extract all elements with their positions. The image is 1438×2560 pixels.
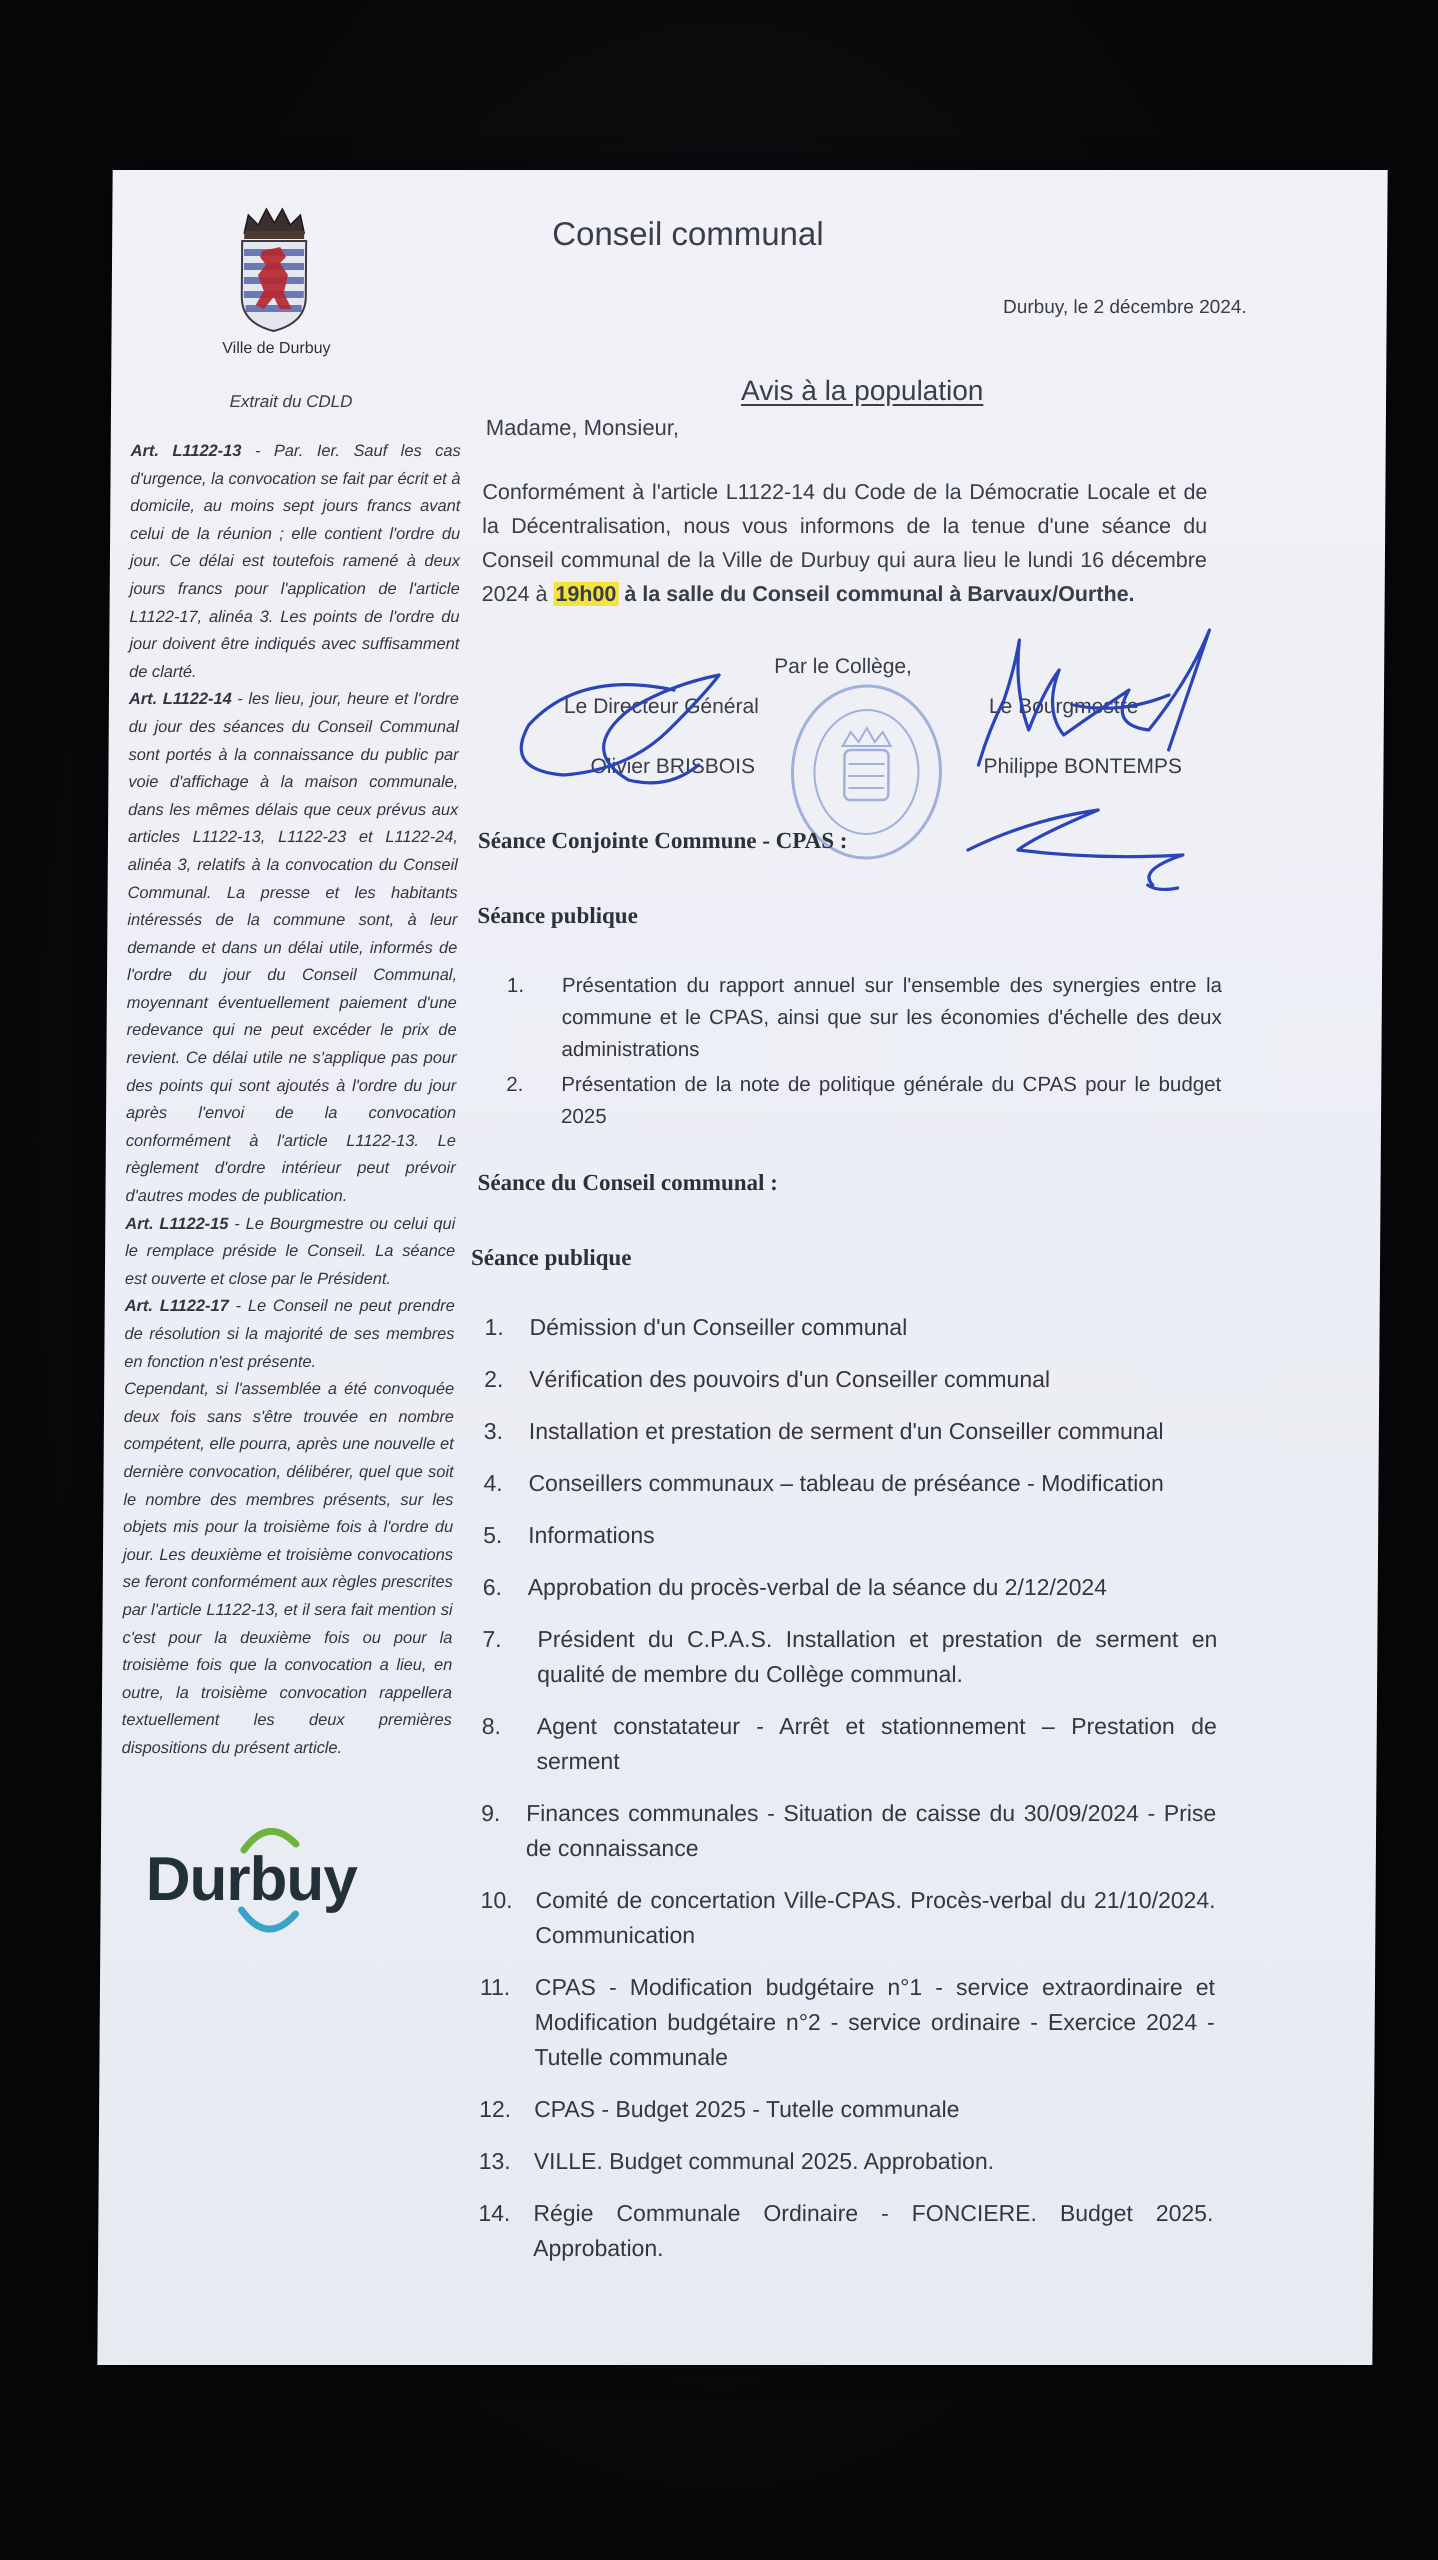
item-number: 6. xyxy=(482,1574,503,1600)
article-ref: Art. L1122-13 xyxy=(130,442,242,460)
list-item xyxy=(478,2196,1213,2266)
list-item xyxy=(506,1069,1221,1133)
notice-document xyxy=(97,170,1387,2365)
mayor-name: Philippe BONTEMPS xyxy=(983,755,1182,778)
article-ref: Art. L1122-15 xyxy=(125,1214,229,1233)
list-item xyxy=(482,1622,1217,1692)
salutation: Madame, Monsieur, xyxy=(485,415,680,440)
article-text: - les lieu, jour, heure et l'ordre du jour des séances du Conseil Communal sont portés à la connaissance du public par voie d'affichage à la maison communale, dans les mêmes délais que ceux prévus aux articles L1122-13, L1122-23 et L1122-24, alinéa 3, relatifs à la convocation du Conseil Communal. La presse et les habitants intéressés de la commune sont, à leur demande et dans un délai utile, informés de l'ordre du jour du Conseil Communal, moyennant éventuellement paiement d'une redevance qui ne peut excéder le prix de revient. Ce délai utile ne s'applique pas pour des points qui sont ajoutés à l'ordre du jour après l'envoi de la convocation conformément à l'article L1122-13. Le règlement d'ordre intérieur peut prévoir d'autres modes de publication. xyxy=(125,690,460,1206)
article-l1122-17 xyxy=(124,1293,455,1376)
item-number: 2. xyxy=(484,1366,504,1392)
article-l1122-15 xyxy=(125,1211,456,1294)
durbuy-logo xyxy=(145,1810,366,1950)
logo-wordmark: Durbuy xyxy=(145,1845,357,1914)
item-number: 2. xyxy=(506,1073,524,1096)
item-text: Démission d'un Conseiller communal xyxy=(529,1314,908,1340)
item-number: 14. xyxy=(478,2200,511,2226)
article-l1122-14 xyxy=(125,686,459,1210)
city-crest-icon xyxy=(234,205,315,335)
item-number: 11. xyxy=(479,1974,511,2000)
cdld-articles xyxy=(122,438,461,1763)
session1-title: Séance Conjointe Commune - CPAS : xyxy=(477,828,848,853)
item-text: Président du C.P.A.S. Installation et prestation de serment en qualité de membre du Collège communal. xyxy=(537,1626,1218,1687)
notice-title: Avis à la population xyxy=(741,375,984,406)
list-item xyxy=(480,1883,1215,1953)
item-text: CPAS - Budget 2025 - Tutelle communale xyxy=(534,2096,960,2122)
session1-agenda xyxy=(506,970,1222,1136)
item-number: 8. xyxy=(481,1713,502,1739)
director-name: Olivier BRISBOIS xyxy=(590,755,756,778)
list-item xyxy=(479,2144,1214,2179)
session2-subtitle: Séance publique xyxy=(470,1245,632,1270)
item-number: 3. xyxy=(483,1418,504,1444)
list-item xyxy=(481,1796,1216,1866)
city-label: Ville de Durbuy xyxy=(222,340,331,357)
item-text: Vérification des pouvoirs d'un Conseiller communal xyxy=(529,1366,1051,1392)
list-item xyxy=(479,2092,1214,2127)
list-item xyxy=(483,1570,1218,1605)
article-ref: Art. L1122-14 xyxy=(128,690,232,709)
item-text: VILLE. Budget communal 2025. Approbation. xyxy=(533,2148,995,2174)
item-number: 1. xyxy=(484,1314,504,1340)
article-text: Cependant, si l'assemblée a été convoquée deux fois sans s'être trouvée en nombre compétent, elle pourra, après une nouvelle et dernière convocation, délibérer, quel que soit le nombre des membres présents, sur les objets mis pour la troisième fois à l'ordre du jour. Les deuxième et troisième convocations se feront conformément aux règles prescrites par l'article L1122-13, et il sera fait mention si c'est pour la deuxième fois ou pour la troisième fois que la convocation a lieu, en outre, la troisième convocation rappellera textuellement les deux premières dispositions du présent article. xyxy=(121,1380,455,1757)
cdld-heading: Extrait du CDLD xyxy=(229,392,353,411)
item-number: 7. xyxy=(482,1626,502,1652)
item-text: Agent constatateur - Arrêt et stationnement – Prestation de serment xyxy=(536,1713,1217,1774)
page-title: Conseil communal xyxy=(552,215,824,252)
item-number: 9. xyxy=(481,1800,501,1826)
item-text: Conseillers communaux – tableau de préséance - Modification xyxy=(528,1470,1164,1496)
intro-paragraph xyxy=(482,475,1208,611)
item-text: Finances communales - Situation de caisse du 30/09/2024 - Prise de connaissance xyxy=(525,1800,1217,1861)
article-ref: Art. L1122-17 xyxy=(124,1297,229,1316)
item-number: 4. xyxy=(483,1470,503,1496)
item-number: 13. xyxy=(478,2148,511,2174)
article-l1122-13 xyxy=(129,438,461,686)
article-text: - Par. Ier. Sauf les cas d'urgence, la convocation se fait par écrit et à domicile, au moins sept jours francs avant celui de la réunion ; elle contient l'ordre du jour. Ce délai est toutefois ramené à deux jours francs pour l'application de l'article L1122-17, alinéa 3. Les points de l'ordre du jour doivent être indiqués avec suffisamment de clarté. xyxy=(129,442,461,681)
item-text: Comité de concertation Ville-CPAS. Procès-verbal du 21/10/2024. Communication xyxy=(535,1887,1216,1948)
item-text: Installation et prestation de serment d'un Conseiller communal xyxy=(528,1418,1164,1444)
session1-subtitle: Séance publique xyxy=(477,903,638,928)
list-item xyxy=(483,1518,1218,1553)
meeting-time: 19h00 xyxy=(555,582,617,606)
item-text: Régie Communale Ordinaire - FONCIERE. Budget 2025. Approbation. xyxy=(533,2200,1214,2261)
director-title: Le Directeur Général xyxy=(563,695,759,718)
intro-text-1: Conformément à l'article L1122-14 du Code de la Démocratie Locale et de la Décentralisation, nous vous informons de la tenue d'une séance du Conseil communal de la Ville de Durbuy qui aura lieu le lundi 16 décembre 2024 à xyxy=(481,480,1208,606)
list-item xyxy=(506,970,1222,1066)
notice-date: Durbuy, le 2 décembre 2024. xyxy=(1003,297,1247,318)
article-text: - Le Bourgmestre ou celui qui le remplace préside le Conseil. La séance est ouverte et close par le Président. xyxy=(124,1214,456,1288)
list-item xyxy=(483,1466,1218,1501)
item-text: CPAS - Modification budgétaire n°1 - service extraordinaire et Modification budgétaire n°2 - service ordinaire - Exercice 2024 - Tutelle communale xyxy=(534,1974,1216,2070)
list-item xyxy=(484,1414,1219,1449)
session2-agenda xyxy=(478,1310,1220,2283)
list-item xyxy=(481,1709,1216,1779)
intro-text-2: à la salle du Conseil communal à Barvaux/Ourthe. xyxy=(618,582,1135,606)
item-text: Présentation du rapport annuel sur l'ensemble des synergies entre la commune et le CPAS, ainsi que sur les économies d'échelle des deux administrations xyxy=(561,974,1223,1061)
list-item xyxy=(484,1362,1219,1397)
session2-title: Séance du Conseil communal : xyxy=(477,1170,778,1195)
article-continuation xyxy=(122,1376,455,1762)
item-number: 1. xyxy=(506,974,525,997)
list-item xyxy=(484,1310,1219,1345)
item-text: Présentation de la note de politique générale du CPAS pour le budget 2025 xyxy=(560,1073,1222,1128)
list-item xyxy=(479,1970,1215,2075)
signature-intro: Par le Collège, xyxy=(774,655,913,678)
item-text: Approbation du procès-verbal de la séance du 2/12/2024 xyxy=(527,1574,1108,1600)
item-number: 12. xyxy=(479,2096,512,2122)
item-text: Informations xyxy=(528,1522,655,1548)
item-number: 5. xyxy=(483,1522,503,1548)
mayor-title: Le Bourgmestre xyxy=(988,695,1139,718)
article-text: - Le Conseil ne peut prendre de résolution si la majorité de ses membres en fonction n'est présente. xyxy=(124,1297,455,1371)
item-number: 10. xyxy=(480,1887,513,1913)
